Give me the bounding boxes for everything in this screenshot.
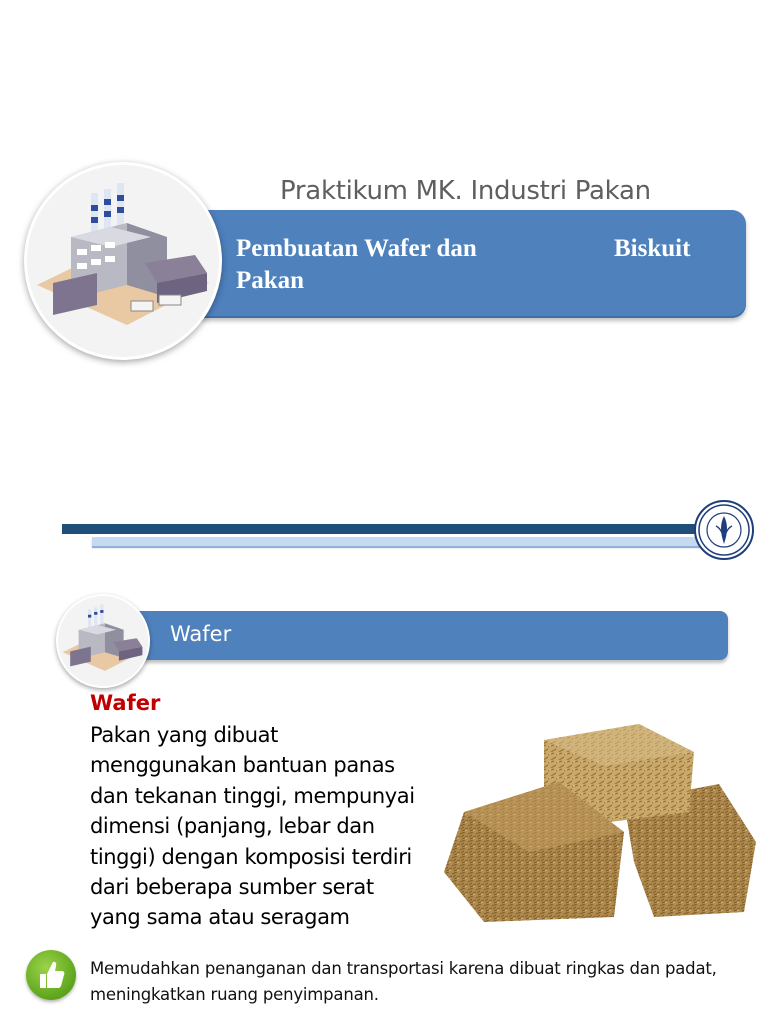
title-line2: Pakan [236, 267, 305, 294]
divider-light [92, 537, 700, 546]
definition-line: tinggi) dengan komposisi terdiri [90, 844, 412, 869]
definition-line: yang sama atau seragam [90, 905, 350, 930]
divider-dark [62, 524, 702, 534]
title-left: Pembuatan Wafer dan [236, 235, 477, 262]
divider-light-edge [92, 546, 700, 548]
definition-line: Pakan yang dibuat [90, 723, 278, 747]
definition-line: dimensi (panjang, lebar dan [90, 814, 375, 839]
factory-icon [56, 594, 150, 688]
wafer-heading: Wafer [90, 691, 161, 715]
benefit-note: Memudahkan penanganan dan transportasi karena dibuat ringkas dan padat, meningkatkan ruang penyimpanan. [90, 959, 717, 1004]
feed-wafer-photo [444, 712, 758, 922]
section-title: Wafer [170, 622, 232, 646]
slide-title [236, 233, 716, 297]
thumbs-up-icon [26, 950, 76, 1000]
wafer-definition [90, 720, 430, 933]
course-subtitle: Praktikum MK. Industri Pakan [280, 176, 651, 206]
title-right: Biskuit [614, 235, 691, 262]
definition-line: dan tekanan tinggi, mempunyai [90, 783, 415, 808]
definition-line: dari beberapa sumber serat [90, 875, 374, 900]
definition-line: menggunakan bantuan panas [90, 753, 395, 778]
university-seal-icon [694, 500, 754, 560]
factory-icon [24, 162, 222, 360]
